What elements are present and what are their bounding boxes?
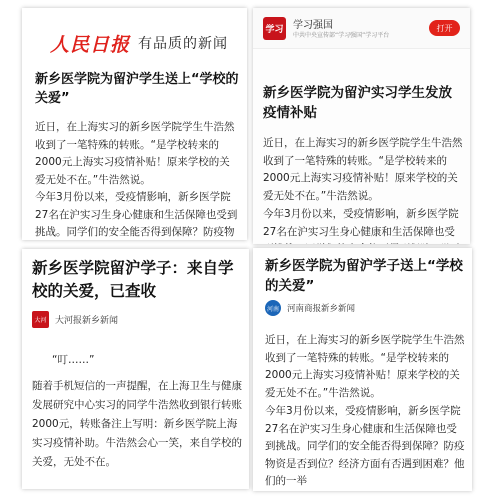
article-paragraph: 近日，在上海实习的新乡医学院学生牛浩然收到了一笔特殊的转账。“是学校转来的2000元上海实习疫情补贴！原来学校的关爱无处不在。”牛浩然说。: [35, 121, 235, 186]
article-title[interactable]: 新乡医学院为留沪学生送上“学校的关爱”: [35, 72, 239, 106]
masthead-slogan: 有品质的新闻: [138, 36, 229, 52]
open-app-button[interactable]: 打开: [429, 20, 460, 36]
xuexi-app-icon: 学习: [263, 17, 286, 40]
peoples-daily-logo: 人民日报: [50, 33, 131, 56]
article-quote: “叮……”: [52, 354, 95, 366]
app-subtitle: 中共中央宣传部“学习强国”学习平台: [293, 32, 390, 39]
article-source[interactable]: [32, 311, 118, 328]
article-paragraph: 随着手机短信的一声提醒，在上海卫生与健康发展研究中心实习的同学牛浩然收到银行转账2000元，转账备注上写明：新乡医学院上海实习疫情补助。牛浩然会心一笑，来自学校的关爱，无处不在。: [32, 380, 242, 468]
article-paragraph: 今年3月份以来，受疫情影响，新乡医学院27名在沪实习生身心健康和生活保障也受到挑战。同学们的安全能否得到保障？防疫物: [35, 191, 238, 238]
dahe-logo-icon: 大河: [32, 311, 49, 328]
app-banner: [253, 8, 470, 49]
henan-business-article-card[interactable]: [253, 248, 472, 491]
source-name: 河南商报新乡新闻: [287, 304, 356, 314]
peoples-daily-masthead: [50, 30, 228, 56]
article-title[interactable]: 新乡医学院为留沪学子送上“学校的关爱”: [265, 258, 463, 294]
article-paragraph: 今年3月份以来，受疫情影响，新乡医学院27名在沪实习生身心健康和生活保障也受到挑战。同学们的安全能否得到保障？防疫物资是否到位？经济方面有否遇到困难？他们的一举: [265, 405, 465, 487]
article-source[interactable]: [265, 300, 355, 316]
article-title[interactable]: 新乡医学院为留沪实习学生发放疫情补贴: [263, 85, 452, 121]
peoples-daily-article-card[interactable]: [22, 8, 247, 240]
source-name: 大河报新乡新闻: [55, 316, 119, 326]
article-paragraph: 近日，在上海实习的新乡医学院学生牛浩然收到了一笔特殊的转账。“是学校转来的2000元上海实习疫情补贴！原来学校的关爱无处不在。”牛浩然说。: [263, 137, 463, 202]
henan-business-logo-icon: 河南: [265, 300, 281, 316]
dahe-article-card[interactable]: [22, 249, 249, 489]
app-name: 学习强国: [293, 20, 333, 31]
article-title[interactable]: 新乡医学院留沪学子：来自学校的关爱，已查收: [32, 259, 234, 300]
article-paragraph: 近日，在上海实习的新乡医学院学生牛浩然收到了一笔特殊的转账。“是学校转来的2000元上海实习疫情补贴！原来学校的关爱无处不在。”牛浩然说。: [265, 334, 465, 399]
xuexi-article-card[interactable]: [253, 8, 470, 244]
article-paragraph: 今年3月份以来，受疫情影响，新乡医学院27名在沪实习生身心健康和生活保障也受: [263, 208, 459, 238]
